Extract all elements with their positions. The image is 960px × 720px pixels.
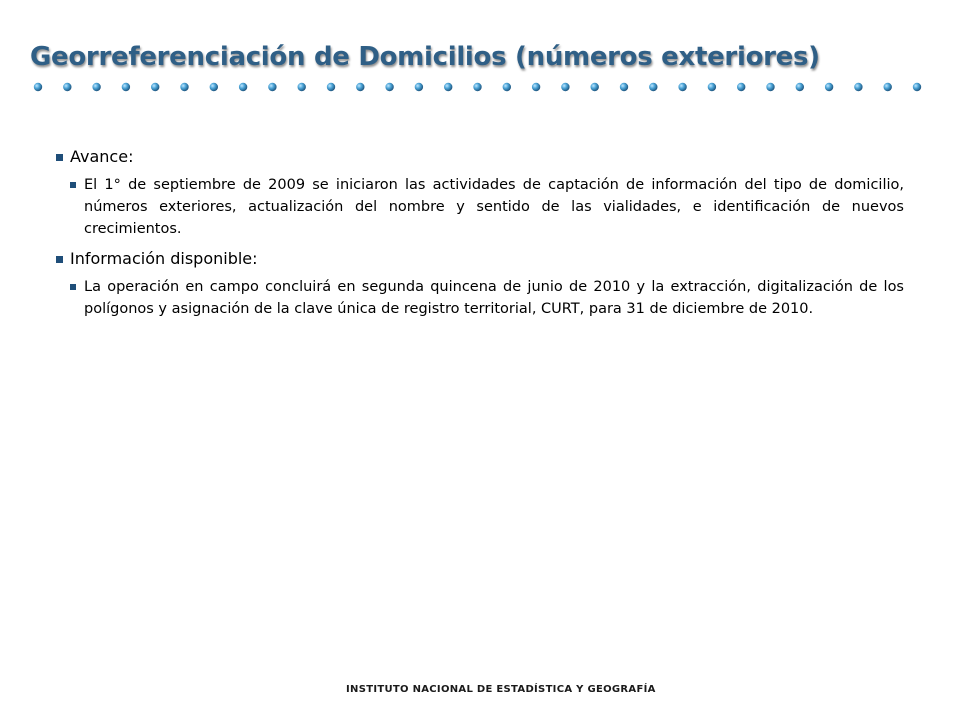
divider-dot (268, 83, 276, 91)
divider-dot (591, 83, 599, 91)
slide-body (56, 146, 904, 328)
divider-dot (385, 83, 393, 91)
section-heading-informacion: Información disponible: (56, 248, 904, 270)
divider-dot (708, 83, 716, 91)
divider-dot (180, 83, 188, 91)
divider-dot (766, 83, 774, 91)
divider-dot (825, 83, 833, 91)
divider-dot (415, 83, 423, 91)
divider-dot (796, 83, 804, 91)
slide-title: Georreferenciación de Domicilios (números exteriores) (30, 42, 820, 72)
section-heading-avance: Avance: (56, 146, 904, 168)
divider-dot (63, 83, 71, 91)
divider-dot (678, 83, 686, 91)
divider-dot (356, 83, 364, 91)
divider-dot (561, 83, 569, 91)
divider-dot (151, 83, 159, 91)
divider-dot (737, 83, 745, 91)
section-item-informacion: La operación en campo concluirá en segunda quincena de junio de 2010 y la extracción, digitalización de los polígonos y asignación de la clave única de registro territorial, CURT, para 31 de diciembre de 2010. (84, 276, 904, 320)
divider-dot (92, 83, 100, 91)
divider-dot (327, 83, 335, 91)
divider-dot (210, 83, 218, 91)
divider-dot (122, 83, 130, 91)
divider-dot (532, 83, 540, 91)
footer-institution: INSTITUTO NACIONAL DE ESTADÍSTICA Y GEOGRAFÍA (346, 684, 656, 695)
dotted-divider (30, 79, 930, 95)
divider-dot (649, 83, 657, 91)
divider-dot (913, 83, 921, 91)
divider-dot (473, 83, 481, 91)
divider-dot (854, 83, 862, 91)
divider-dot (620, 83, 628, 91)
divider-dot (444, 83, 452, 91)
divider-dot (298, 83, 306, 91)
divider-dot (34, 83, 42, 91)
divider-dot (239, 83, 247, 91)
divider-dot (503, 83, 511, 91)
section-item-avance: El 1° de septiembre de 2009 se iniciaron las actividades de captación de información del tipo de domicilio, números exteriores, actualización del nombre y sentido de las vialidades, e identificación de nuevos crecimientos. (84, 174, 904, 240)
divider-dot (884, 83, 892, 91)
